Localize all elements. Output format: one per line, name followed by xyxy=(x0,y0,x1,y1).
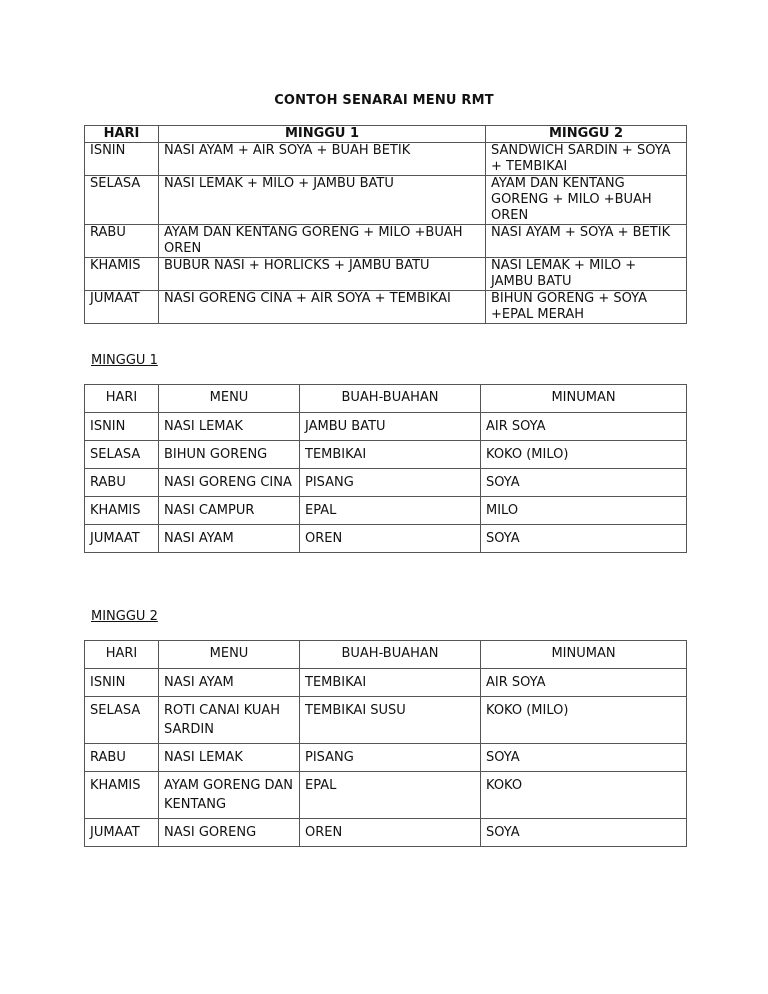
table-row xyxy=(85,143,687,176)
week2-table xyxy=(84,640,687,847)
fruit-cell: EPAL xyxy=(300,772,481,819)
day-cell: SELASA xyxy=(85,697,159,744)
column-header: MINGGU 2 xyxy=(486,126,687,143)
day-cell: RABU xyxy=(85,469,159,497)
day-cell: JUMAAT xyxy=(85,291,159,324)
table-row xyxy=(85,744,687,772)
week1-table xyxy=(84,384,687,553)
page-title: CONTOH SENARAI MENU RMT xyxy=(274,93,494,108)
week1-cell: NASI GORENG CINA + AIR SOYA + TEMBIKAI xyxy=(159,291,486,324)
table-row xyxy=(85,497,687,525)
table-row xyxy=(85,258,687,291)
fruit-cell: TEMBIKAI xyxy=(300,441,481,469)
drink-cell: KOKO xyxy=(481,772,687,819)
drink-cell: KOKO (MILO) xyxy=(481,697,687,744)
day-cell: ISNIN xyxy=(85,143,159,176)
drink-cell: SOYA xyxy=(481,819,687,847)
menu-cell: ROTI CANAI KUAH SARDIN xyxy=(159,697,300,744)
week2-cell: BIHUN GORENG + SOYA +EPAL MERAH xyxy=(486,291,687,324)
table-row xyxy=(85,772,687,819)
week2-cell: NASI LEMAK + MILO + JAMBU BATU xyxy=(486,258,687,291)
week2-heading: MINGGU 2 xyxy=(91,609,158,624)
fruit-cell: PISANG xyxy=(300,744,481,772)
week1-heading: MINGGU 1 xyxy=(91,353,158,368)
menu-cell: NASI GORENG xyxy=(159,819,300,847)
table-header-row xyxy=(85,385,687,413)
table-row xyxy=(85,669,687,697)
week2-cell: SANDWICH SARDIN + SOYA + TEMBIKAI xyxy=(486,143,687,176)
drink-cell: AIR SOYA xyxy=(481,669,687,697)
table-row xyxy=(85,697,687,744)
menu-cell: NASI LEMAK xyxy=(159,744,300,772)
drink-cell: AIR SOYA xyxy=(481,413,687,441)
fruit-cell: EPAL xyxy=(300,497,481,525)
column-header: BUAH-BUAHAN xyxy=(300,641,481,669)
drink-cell: SOYA xyxy=(481,525,687,553)
column-header: MENU xyxy=(159,641,300,669)
day-cell: KHAMIS xyxy=(85,497,159,525)
table-row xyxy=(85,441,687,469)
table-row xyxy=(85,819,687,847)
day-cell: SELASA xyxy=(85,441,159,469)
table-row xyxy=(85,413,687,441)
day-cell: JUMAAT xyxy=(85,819,159,847)
day-cell: ISNIN xyxy=(85,669,159,697)
fruit-cell: TEMBIKAI SUSU xyxy=(300,697,481,744)
menu-cell: NASI AYAM xyxy=(159,525,300,553)
table-row xyxy=(85,291,687,324)
fruit-cell: TEMBIKAI xyxy=(300,669,481,697)
table-row xyxy=(85,469,687,497)
fruit-cell: OREN xyxy=(300,525,481,553)
drink-cell: MILO xyxy=(481,497,687,525)
fruit-cell: PISANG xyxy=(300,469,481,497)
fruit-cell: JAMBU BATU xyxy=(300,413,481,441)
table-row xyxy=(85,225,687,258)
day-cell: SELASA xyxy=(85,176,159,225)
column-header: BUAH-BUAHAN xyxy=(300,385,481,413)
column-header: MINGGU 1 xyxy=(159,126,486,143)
table-row xyxy=(85,525,687,553)
day-cell: RABU xyxy=(85,225,159,258)
table-header-row xyxy=(85,641,687,669)
table-row xyxy=(85,176,687,225)
week2-cell: NASI AYAM + SOYA + BETIK xyxy=(486,225,687,258)
summary-table xyxy=(84,125,687,324)
week1-cell: AYAM DAN KENTANG GORENG + MILO +BUAH OREN xyxy=(159,225,486,258)
column-header: MINUMAN xyxy=(481,641,687,669)
menu-cell: NASI AYAM xyxy=(159,669,300,697)
menu-cell: NASI GORENG CINA xyxy=(159,469,300,497)
day-cell: ISNIN xyxy=(85,413,159,441)
day-cell: JUMAAT xyxy=(85,525,159,553)
drink-cell: KOKO (MILO) xyxy=(481,441,687,469)
week2-cell: AYAM DAN KENTANG GORENG + MILO +BUAH OREN xyxy=(486,176,687,225)
day-cell: KHAMIS xyxy=(85,772,159,819)
table-header-row xyxy=(85,126,687,143)
week1-cell: NASI AYAM + AIR SOYA + BUAH BETIK xyxy=(159,143,486,176)
column-header: HARI xyxy=(85,126,159,143)
menu-cell: BIHUN GORENG xyxy=(159,441,300,469)
column-header: MENU xyxy=(159,385,300,413)
column-header: MINUMAN xyxy=(481,385,687,413)
fruit-cell: OREN xyxy=(300,819,481,847)
week1-cell: NASI LEMAK + MILO + JAMBU BATU xyxy=(159,176,486,225)
menu-cell: AYAM GORENG DAN KENTANG xyxy=(159,772,300,819)
day-cell: RABU xyxy=(85,744,159,772)
day-cell: KHAMIS xyxy=(85,258,159,291)
menu-cell: NASI LEMAK xyxy=(159,413,300,441)
column-header: HARI xyxy=(85,641,159,669)
column-header: HARI xyxy=(85,385,159,413)
drink-cell: SOYA xyxy=(481,744,687,772)
week1-cell: BUBUR NASI + HORLICKS + JAMBU BATU xyxy=(159,258,486,291)
menu-cell: NASI CAMPUR xyxy=(159,497,300,525)
drink-cell: SOYA xyxy=(481,469,687,497)
